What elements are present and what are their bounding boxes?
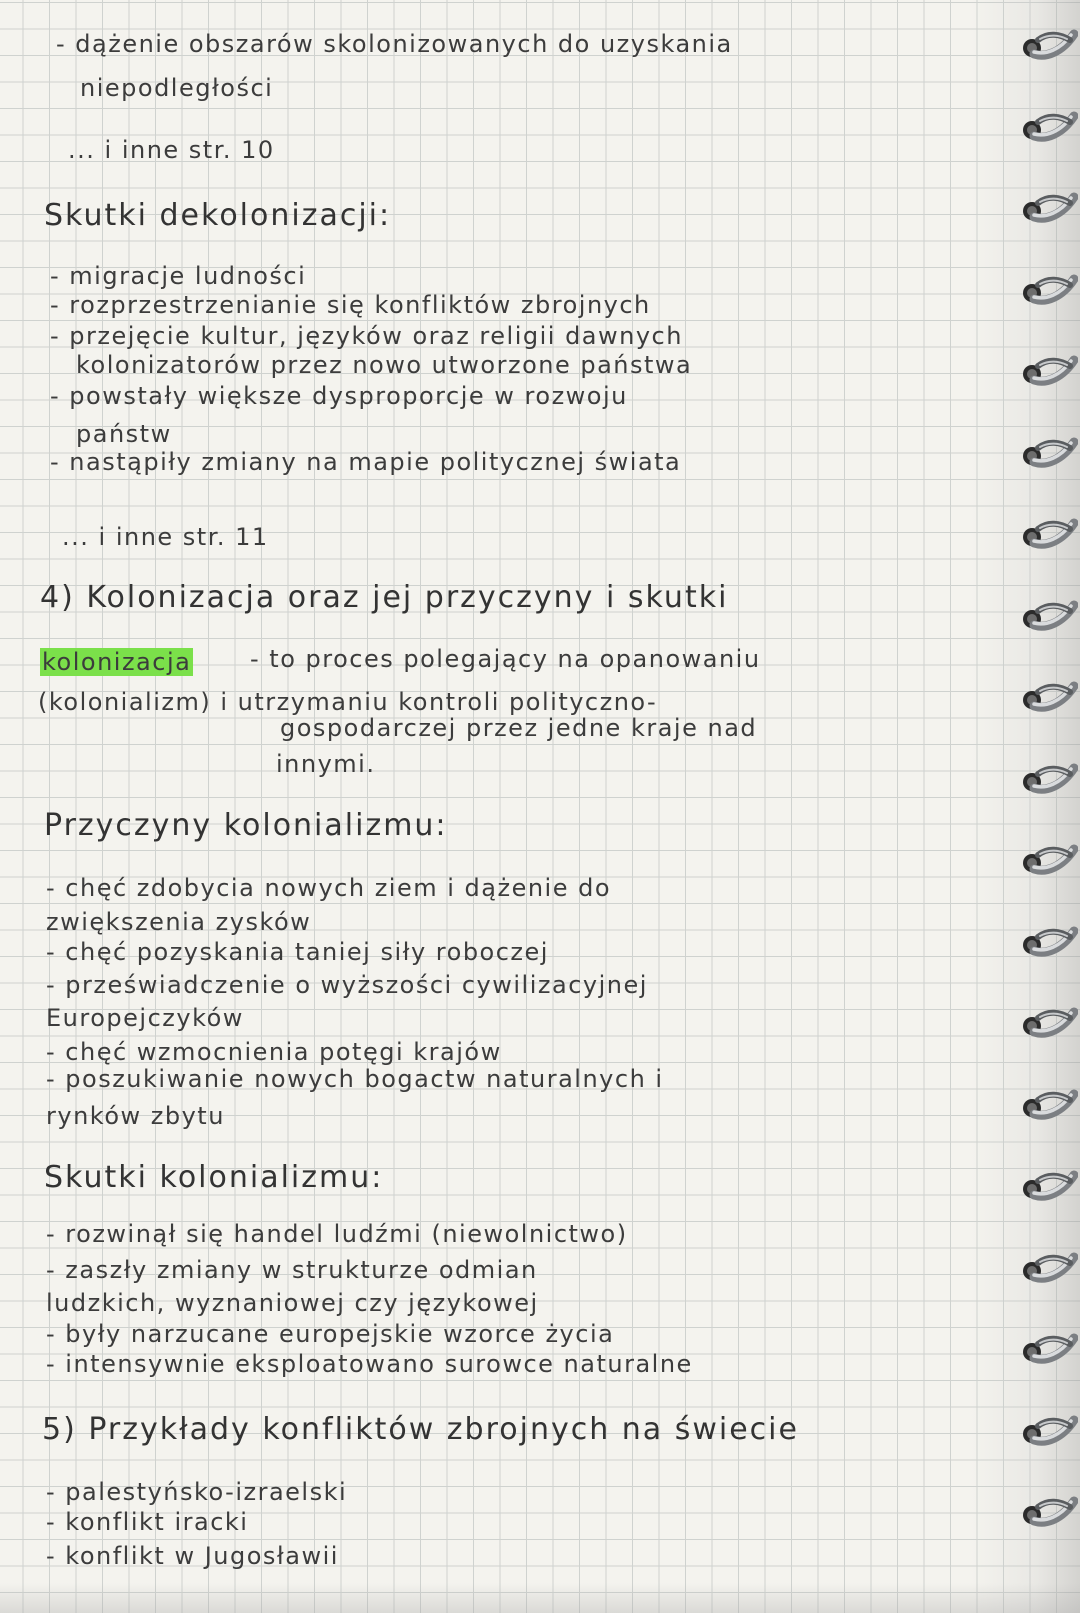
spiral-ring [1004,674,1078,726]
text-line: zwiększenia zysków [46,908,312,936]
text-line: - dążenie obszarów skolonizowanych do uzyskania [56,30,733,58]
spiral-ring [1004,1408,1078,1460]
text-line: innymi. [276,750,376,778]
text-line: - poszukiwanie nowych bogactw naturalnych i [46,1065,664,1093]
text-line: - powstały większe dysproporcje w rozwoju [50,382,628,410]
spiral-ring [1004,919,1078,971]
text-line: kolonizatorów przez nowo utworzone państwa [76,351,693,379]
text-line: - chęć wzmocnienia potęgi krajów [46,1038,502,1066]
text-line: - chęć zdobycia nowych ziem i dążenie do [46,874,612,902]
spiral-ring [1004,348,1078,400]
section-heading: Skutki dekolonizacji: [44,198,392,233]
text-line: ludzkich, wyznaniowej czy językowej [46,1289,539,1317]
text-line: - konflikt w Jugosławii [46,1542,339,1570]
page-bottom-shadow [0,1583,1080,1613]
text-line: - chęć pozyskania taniej siły roboczej [46,938,549,966]
text-line: państw [76,420,172,448]
spiral-ring [1004,1489,1078,1541]
text-line: gospodarczej przez jedne kraje nad [280,714,758,742]
spiral-ring [1004,1000,1078,1052]
text-line: rynków zbytu [46,1102,225,1130]
spiral-ring [1004,1245,1078,1297]
spiral-ring [1004,1163,1078,1215]
spiral-ring [1004,593,1078,645]
spiral-ring [1004,185,1078,237]
spiral-ring [1004,22,1078,74]
text-line: - przejęcie kultur, języków oraz religii dawnych [50,322,683,350]
spiral-ring [1004,267,1078,319]
text-line: - zaszły zmiany w strukturze odmian [46,1256,538,1284]
spiral-ring [1004,430,1078,482]
spiral-ring [1004,1326,1078,1378]
text-line: niepodległości [80,74,274,102]
text-line: - to proces polegający na opanowaniu [250,645,761,673]
text-line: - palestyńsko-izraelski [46,1478,348,1506]
highlighted-term: kolonizacja [42,648,192,676]
section-heading: 5) Przykłady konfliktów zbrojnych na świecie [42,1412,799,1447]
spiral-ring [1004,104,1078,156]
text-line: - konflikt iracki [46,1508,249,1536]
text-line: - migracje ludności [50,262,307,290]
spiral-ring [1004,756,1078,808]
text-line: - rozwinął się handel ludźmi (niewolnictwo) [46,1220,628,1248]
spiral-ring [1004,511,1078,563]
spiral-ring [1004,1082,1078,1134]
section-heading: Przyczyny kolonializmu: [44,808,448,843]
text-line: ... i inne str. 10 [68,136,275,164]
spiral-ring [1004,837,1078,889]
definition-term [40,648,193,676]
text-line: Europejczyków [46,1004,244,1032]
text-line: - nastąpiły zmiany na mapie politycznej świata [50,448,682,476]
text-line: - intensywnie eksploatowano surowce naturalne [46,1350,693,1378]
text-line: ... i inne str. 11 [62,523,269,551]
text-line: - rozprzestrzenianie się konfliktów zbrojnych [50,291,651,319]
text-line: (kolonializm) i utrzymaniu kontroli polityczno- [38,688,658,716]
text-line: - były narzucane europejskie wzorce życia [46,1320,615,1348]
section-heading: Skutki kolonializmu: [44,1160,384,1195]
section-heading: 4) Kolonizacja oraz jej przyczyny i skutki [40,580,729,615]
text-line: - przeświadczenie o wyższości cywilizacyjnej [46,971,648,999]
